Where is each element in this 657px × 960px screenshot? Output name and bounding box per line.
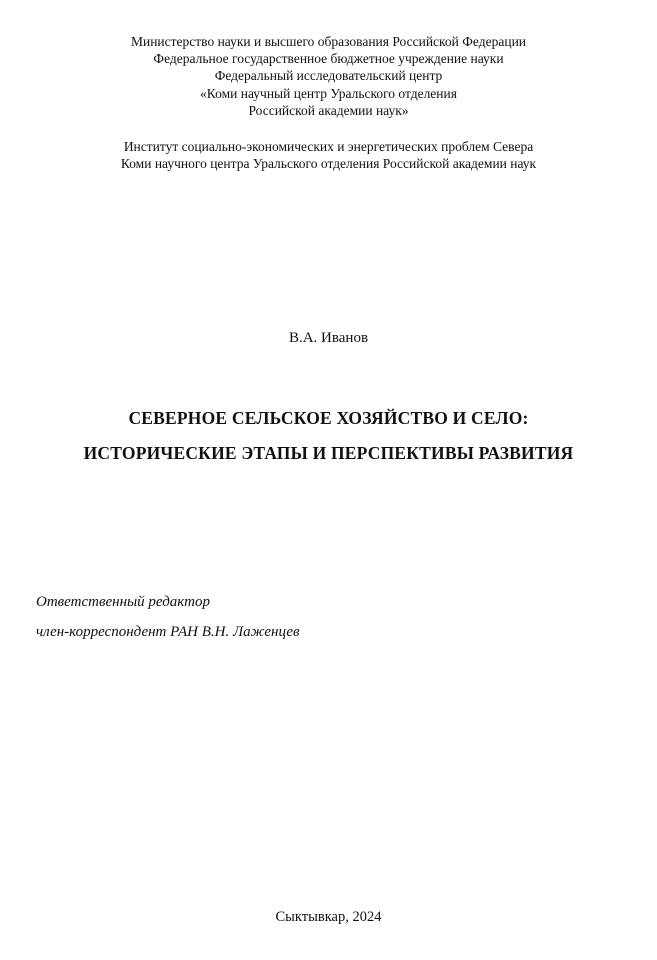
book-title-line: СЕВЕРНОЕ СЕЛЬСКОЕ ХОЗЯЙСТВО И СЕЛО:: [128, 408, 529, 428]
organization-line: Российской академии наук»: [248, 102, 409, 118]
organization-line: Министерство науки и высшего образования Российской Федерации: [130, 34, 527, 49]
book-title-line: ИСТОРИЧЕСКИЕ ЭТАПЫ И ПЕРСПЕКТИВЫ РАЗВИТИЯ: [83, 443, 574, 463]
organization-line: «Коми научный центр Уральского отделения: [200, 85, 457, 101]
institute-line: Коми научного центра Уральского отделения Российской академии наук: [120, 156, 537, 172]
organization-header: [0, 33, 657, 119]
organization-line: Федеральное государственное бюджетное учреждение науки: [153, 51, 504, 67]
editor-block: [36, 587, 300, 647]
editor-role: Ответственный редактор: [36, 594, 210, 610]
institute-header: [0, 138, 657, 172]
book-title: [0, 401, 657, 471]
editor-name: член-корреспондент РАН В.Н. Лаженцев: [36, 624, 300, 640]
organization-line: Федеральный исследовательский центр: [214, 68, 443, 84]
author-name: В.А. Иванов: [288, 330, 369, 346]
imprint-city-year: Сыктывкар, 2024: [275, 909, 382, 925]
institute-line: Институт социально-экономических и энергетических проблем Севера: [123, 139, 534, 154]
